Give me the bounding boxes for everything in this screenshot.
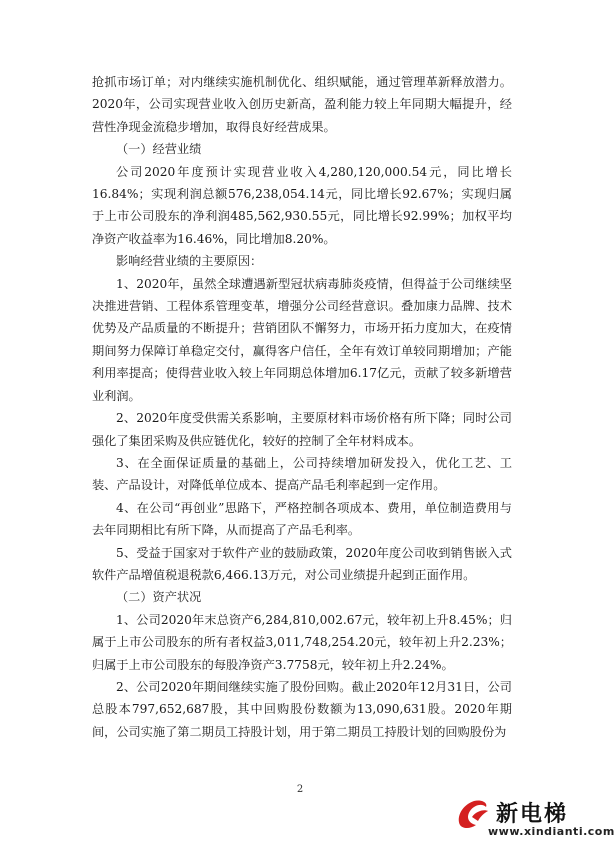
- watermark-url: www.xindianti.com: [488, 825, 615, 838]
- site-watermark: [452, 795, 615, 845]
- red-swoosh-logo-icon: [452, 795, 492, 835]
- paragraph-reason-3: 3、在全面保证质量的基础上，公司持续增加研发投入，优化工艺、工装、产品设计，对降低单位成本、提高产品毛利率起到一定作用。: [92, 455, 512, 493]
- paragraph-reason-2: 2、2020年度受供需关系影响，主要原材料市场价格有所下降；同时公司强化了集团采购及供应链优化，较好的控制了全年材料成本。: [92, 411, 512, 448]
- section-heading-assets: （二）资产状况: [116, 590, 202, 605]
- paragraph-performance: 公司2020年度预计实现营业收入4,280,120,000.54元，同比增长16.84%；实现利润总额576,238,054.14元，同比增长92.67%；实现归属于上市公司股东的净利润485,562,930.55元，同比增长92.99%；加权平均净资产收益率为16.46%，同比增加8.20%。: [92, 164, 512, 246]
- paragraph-intro: 抢抓市场订单；对内继续实施机制优化、组织赋能，通过管理革新释放潜力。2020年，公司实现营业收入创历史新高，盈利能力较上年同期大幅提升，经营性净现金流稳步增加，取得良好经营成果。: [92, 75, 512, 134]
- page-number: 2: [296, 784, 304, 795]
- subheading-reasons: 影响经营业绩的主要原因：: [116, 254, 263, 269]
- section-heading-performance: （一）经营业绩: [116, 142, 202, 157]
- paragraph-reason-5: 5、受益于国家对于软件产业的鼓励政策，2020年度公司收到销售嵌入式软件产品增值税退税款6,466.13万元，对公司业绩提升起到正面作用。: [92, 545, 512, 582]
- paragraph-reason-4: 4、在公司“再创业”思路下，严格控制各项成本、费用，单位制造费用与去年同期相比有所下降，从而提高了产品毛利率。: [92, 500, 512, 538]
- paragraph-assets-1: 1、公司2020年末总资产6,284,810,002.67元，较年初上升8.45%；归属于上市公司股东的所有者权益3,011,748,254.20元，较年初上升2.23%；归属于上市公司股东的每股净资产3.7758元，较年初上升2.24%。: [92, 612, 512, 672]
- watermark-title: 新电梯: [496, 802, 569, 827]
- paragraph-reason-1: 1、2020年，虽然全球遭遇新型冠状病毒肺炎疫情，但得益于公司继续坚决推进营销、工程体系管理变革，增强分公司经营意识。叠加康力品牌、技术优势及产品质量的不断提升；营销团队不懈努力，市场开拓力度加大，在疫情期间努力保障订单稳定交付，赢得客户信任，全年有效订单较同期增加；产能利用率提高；使得营业收入较上年同期总体增加6.17亿元，贡献了较多新增营业利润。: [92, 276, 512, 403]
- paragraph-assets-2: 2、公司2020年期间继续实施了股份回购。截止2020年12月31日，公司总股本797,652,687股，其中回购股份数额为13,090,631股。2020年期间，公司实施了第二期员工持股计划，用于第二期员工持股计划的回购股份为: [92, 679, 512, 739]
- document-body: [92, 71, 512, 743]
